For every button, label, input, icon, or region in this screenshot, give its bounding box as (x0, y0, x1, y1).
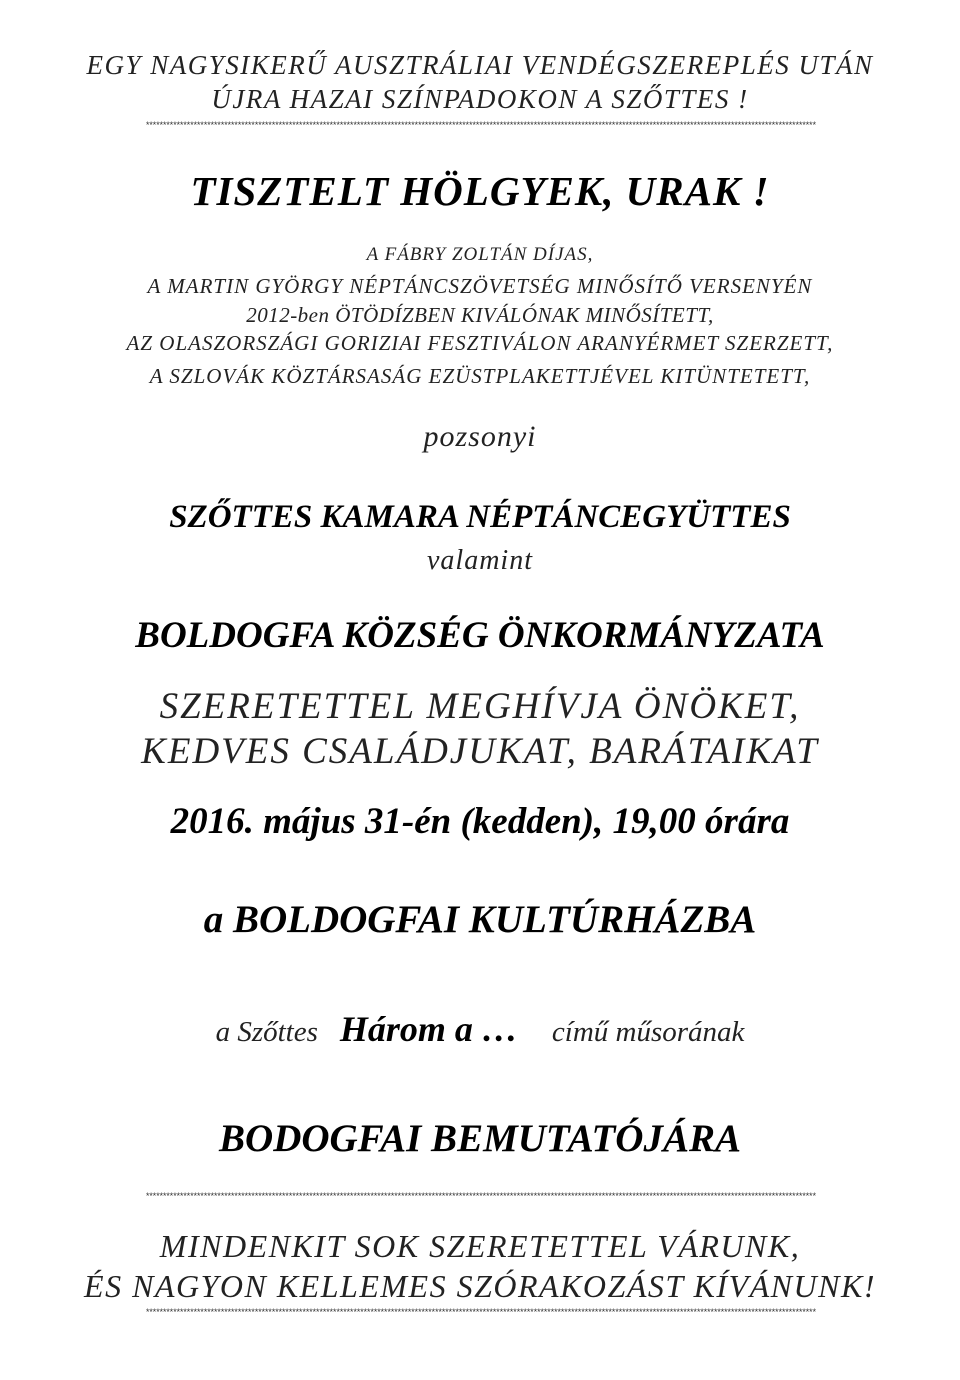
closing-line-2: ÉS NAGYON KELLEMES SZÓRAKOZÁST KÍVÁNUNK! (84, 1268, 876, 1304)
program-title: Három a … (339, 1009, 518, 1049)
header-line-1: EGY NAGYSIKERŰ AUSZTRÁLIAI VENDÉGSZEREPLÉS UTÁN (86, 50, 874, 80)
credential-line-3: 2012-ben ÖTÖDÍZBEN KIVÁLÓNAK MINŐSÍTETT, (246, 303, 714, 327)
program-suffix: című műsorának (551, 1016, 745, 1048)
credential-line-2: A MARTIN GYÖRGY NÉPTÁNCSZÖVETSÉG MINŐSÍTŐ VERSENYÉN (147, 274, 813, 298)
greeting-heading: TISZTELT HÖLGYEK, URAK ! (190, 168, 770, 214)
invitation-line-1: SZERETETTEL MEGHÍVJA ÖNÖKET, (159, 686, 801, 727)
separator-bottom: ***************************************************************************************************************************************************************************************************** (145, 1308, 815, 1318)
invitation-line-2: KEDVES CSALÁDJUKAT, BARÁTAIKAT (141, 731, 819, 772)
closing-line-1: MINDENKIT SOK SZERETETTEL VÁRUNK, (159, 1228, 801, 1264)
credential-line-4: AZ OLASZORSZÁGI GORIZIAI FESZTIVÁLON ARANYÉRMET SZERZETT, (126, 331, 834, 355)
separator-top: ***************************************************************************************************************************************************************************************************** (145, 121, 815, 131)
venue-name: a BOLDOGFAI KULTÚRHÁZBA (203, 898, 757, 941)
municipality-name: BOLDOGFA KÖZSÉG ÖNKORMÁNYZATA (135, 615, 825, 656)
program-prefix: a Szőttes (215, 1016, 318, 1048)
event-date: 2016. május 31-én (kedden), 19,00 órára (170, 801, 790, 842)
premiere-heading: BODOGFAI BEMUTATÓJÁRA (219, 1117, 741, 1160)
credential-line-5: A SZLOVÁK KÖZTÁRSASÁG EZÜSTPLAKETTJÉVEL KITÜNTETETT, (149, 364, 811, 388)
program-line (0, 1011, 960, 1047)
ensemble-name: SZŐTTES KAMARA NÉPTÁNCEGYÜTTES (169, 499, 791, 535)
credential-line-1: A FÁBRY ZOLTÁN DÍJAS, (366, 244, 594, 265)
header-line-2: ÚJRA HAZAI SZÍNPADOKON A SZŐTTES ! (211, 84, 749, 114)
city-label: pozsonyi (423, 420, 537, 453)
conjunction-label: valamint (427, 545, 533, 576)
separator-middle: ***************************************************************************************************************************************************************************************************** (145, 1192, 815, 1202)
